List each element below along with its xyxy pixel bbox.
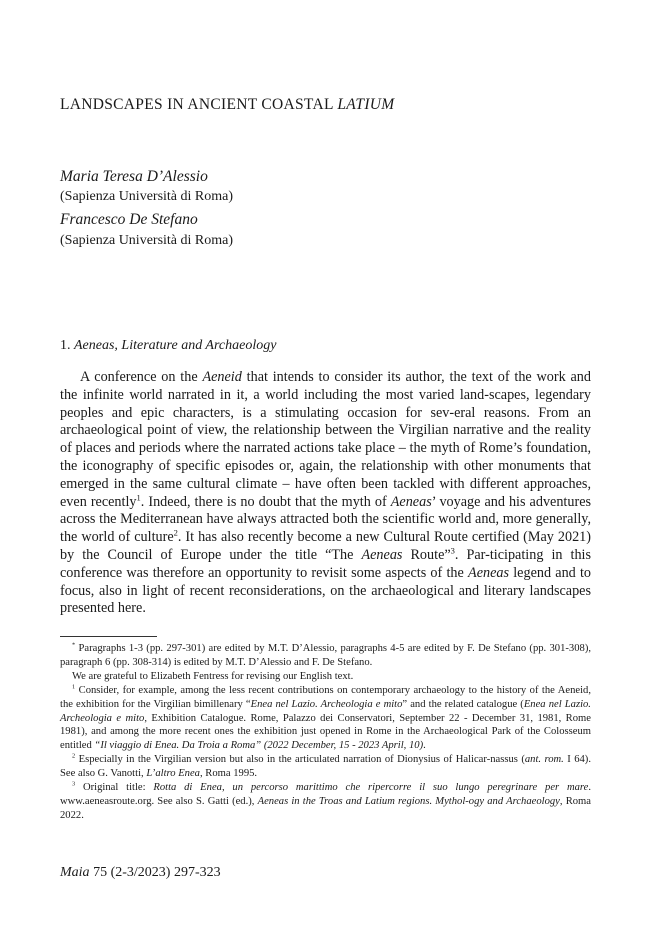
- footnote-1: [60, 684, 591, 754]
- footnote-italic: Enea nel Lazio. Archeologia e mito: [250, 698, 403, 710]
- footnote-text: I 64). See also G. Vanotti,: [60, 754, 591, 780]
- author-name-2: Francesco De Stefano: [60, 211, 198, 228]
- body-italic: Aeneas: [390, 493, 432, 510]
- footnote-text: Consider, for example, among the less recent contributions on contemporary archaeology to the history of the Aeneid, the exhibition for the Virgilian bimillenary “: [60, 684, 591, 710]
- author-affiliation-1: (Sapienza Università di Roma): [60, 189, 234, 204]
- body-text: Route”: [402, 546, 451, 563]
- footnote-italic: L’altro Enea: [146, 768, 200, 780]
- footnote-text: Paragraphs 1-3 (pp. 297-301) are edited by M.T. D’Alessio, paragraphs 4-5 are edited by F. De Stefano (pp. 301-308), paragraph 6 (pp. 308-314) is edited by M.T. D’Alessio and F. De Stefano.: [60, 643, 591, 668]
- title-italic: LATIUM: [337, 96, 395, 113]
- body-text: . It has also recently become a new Cultural Route certified (May 2021) by the Council of Europe under the title “The: [60, 529, 591, 563]
- body-paragraph: [60, 369, 591, 618]
- footnote-text: , Exhibition Catalogue. Rome, Palazzo dei Conservatori, September 22 - December 31, 1981, Rome 1981), and among the more recent ones the exhibition just opened in Rome in the Archaeological Park of the Colosseum entitled: [60, 712, 591, 752]
- footnote-divider: [60, 636, 157, 637]
- body-text: . Indeed, there is no doubt that the myth of: [140, 493, 391, 510]
- author-affiliation-2: (Sapienza Università di Roma): [60, 233, 234, 248]
- footnote-3: [60, 781, 591, 823]
- footnote-ref[interactable]: 3: [450, 545, 455, 556]
- footnote-text: Original title:: [75, 782, 154, 794]
- body-italic: Aeneas: [468, 564, 510, 581]
- footnote-ref[interactable]: 1: [136, 491, 141, 502]
- body-paragraph-container: [60, 369, 591, 618]
- journal-citation: [60, 865, 221, 881]
- footnote-italic: Enea nel Lazio. Archeologia e mito: [60, 698, 591, 724]
- section-number: 1.: [60, 338, 74, 353]
- body-text: A conference on the: [80, 369, 203, 385]
- article-title: [60, 96, 395, 114]
- footnote-mark: 2: [72, 752, 76, 760]
- body-italic: Aeneid: [202, 369, 242, 385]
- footnote-text: . www.aeneasroute.org. See also S. Gatti (ed.),: [60, 782, 591, 807]
- footnote-mark: *: [72, 641, 76, 649]
- footnote-italic: ant. rom.: [524, 754, 564, 766]
- title-main: LANDSCAPES IN ANCIENT COASTAL: [60, 96, 338, 113]
- body-text: . Par-ticipating in this conference was therefore an opportunity to revisit some aspects of the: [60, 546, 591, 581]
- footnotes: [60, 642, 591, 823]
- footnote-text: Especially in the Virgilian version but also in the articulated narration of Dionysius of Halicar-nassus (: [75, 754, 525, 766]
- footnote-text: .: [423, 740, 426, 752]
- footnote-text: , Roma 1995.: [199, 768, 258, 780]
- footnote-mark: 3: [72, 780, 76, 788]
- footnote-thanks: We are grateful to Elizabeth Fentress for revising our English text.: [72, 670, 354, 682]
- section-title: Aeneas, Literature and Archaeology: [74, 338, 277, 353]
- journal-issue: 75 (2-3/2023) 297-323: [89, 865, 221, 880]
- footnote-2: [60, 753, 591, 781]
- author-name-1: Maria Teresa D’Alessio: [60, 168, 208, 185]
- footnote-mark: 1: [72, 683, 76, 691]
- body-italic: Aeneas: [361, 546, 403, 563]
- footnote-italic: Aeneas in the Troas and Latium regions. Mythol-ogy and Archaeology: [257, 795, 560, 807]
- section-heading: [60, 338, 276, 354]
- footnote-text: , Roma 2022.: [60, 795, 591, 821]
- footnote-star: [60, 642, 591, 670]
- body-text: legend and to focus, also in light of recent reconsiderations, on the archaeological and literary landscapes presented here.: [60, 564, 592, 617]
- footnote-ref[interactable]: 2: [173, 527, 178, 538]
- footnote-italic: Rotta di Enea, un percorso marittimo che ripercorre il suo lungo peregrinare per mare: [153, 782, 589, 794]
- footnote-text: ” and the related catalogue (: [402, 698, 524, 710]
- body-text: ’ voyage and his adventures across the Mediterranean have always attracted both the scientific world and, more generally, the world of culture: [60, 493, 592, 546]
- journal-name: Maia: [60, 865, 90, 880]
- footnote-italic: “Il viaggio di Enea. Da Troia a Roma” (2022 December, 15 - 2023 April, 10): [94, 740, 424, 752]
- body-text: that intends to consider its author, the text of the work and the infinite world narrated in it, a world including the most varied land-scapes, legendary peoples and epic characters, is a stimulating occasion for sev-eral reasons. From an archaeological point of view, the relationship between the Virgilian narrative and the reality of places and periods where the narrated actions take place – the myth of Rome’s foundation, the iconography of specific episodes or, again, the relationship with other monuments that emerged in the same cultural climate – have often been tackled with different approaches, even recently: [60, 369, 591, 510]
